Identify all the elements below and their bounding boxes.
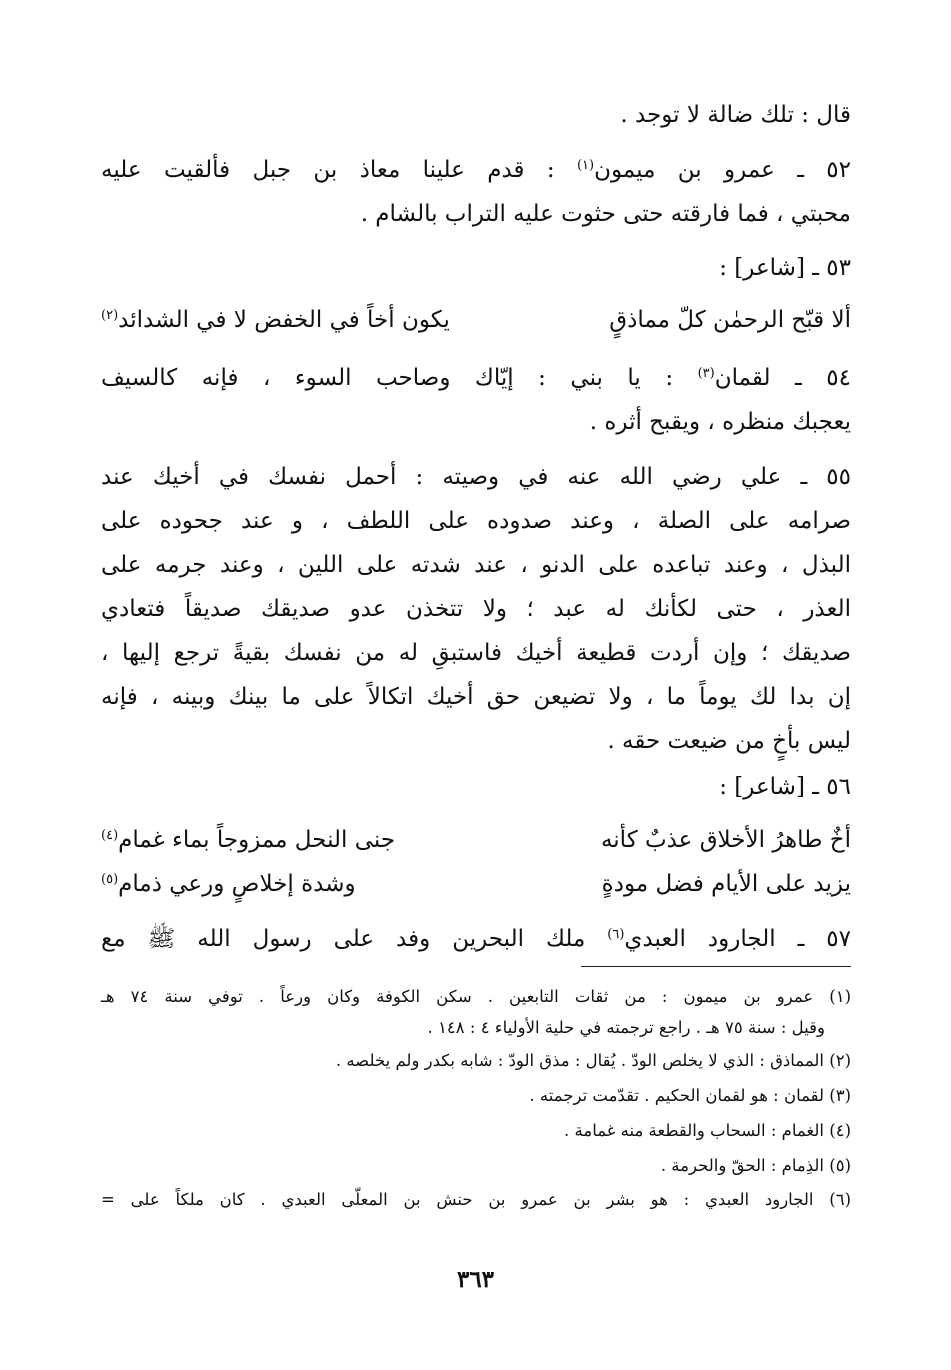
footnote-5: (٥) الذِمام : الحقّ والحرمة . xyxy=(660,1156,851,1175)
verse-3 xyxy=(101,862,851,906)
item-55-line-6: إن بدا لك يوماً ما ، ولا تضيعن حق أخيك اتكالاً على ما بينك وبينه ، فإنه xyxy=(101,684,851,710)
item-55-line-4: العذر ، حتى لكأنك له عبد ؛ ولا تتخذن عدو صديقك صديقاً فتعادي xyxy=(101,596,851,622)
footnote-ref-1[interactable]: (١) xyxy=(576,158,595,173)
item-53-heading: ٥٣ ـ [شاعر] : xyxy=(719,255,851,281)
item-55-line-3: البذل ، وعند تباعده على الدنو ، عند شدته على اللين ، وعند جرمه على xyxy=(101,552,851,578)
item-54-text: : يا بني : إيّاك وصاحب السوء ، فإنه كالسيف xyxy=(101,365,698,391)
verse-2-second-text: جنى النحل ممزوجاً بماء غمام xyxy=(118,827,396,853)
item-57-text: ملك البحرين وفد على رسول الله ﷺ مع xyxy=(101,926,608,952)
verse-3-first-hemistich: يزيد على الأيام فضل مودةٍ xyxy=(601,871,851,897)
footnote-ref-3[interactable]: (٣) xyxy=(697,366,715,381)
item-55-line-7: ليس بأخٍ من ضيعت حقه . xyxy=(607,728,851,754)
footnote-2: (٢) المماذق : الذي لا يخلص الودّ . يُقال : مذق الودّ : شابه بكدر ولم يخلصه . xyxy=(335,1051,851,1070)
footnote-1-line-2: وقيل : سنة ٧٥ هـ . راجع ترجمته في حلية الأولياء ٤ : ١٤٨ . xyxy=(427,1018,825,1037)
verse-3-second-hemistich xyxy=(101,862,356,906)
item-54-line-1 xyxy=(101,356,851,400)
item-55-line-1: ٥٥ ـ علي رضي الله عنه في وصيته : أحمل نفسك في أخيك عند xyxy=(101,464,851,490)
item-54-author: ٥٤ ـ لقمان xyxy=(714,365,851,391)
item-52-text: : قدم علينا معاذ بن جبل فألقيت عليه xyxy=(101,157,577,183)
verse-2-first-hemistich: أخٌ طاهرُ الأخلاق عذبٌ كأنه xyxy=(600,827,851,853)
verse-1 xyxy=(101,298,851,342)
footnote-1-line-1: (١) عمرو بن ميمون : من ثقات التابعين . سكن الكوفة وكان ورعاً . توفي سنة ٧٤ هـ xyxy=(101,987,852,1006)
verse-1-first-hemistich: ألا قبّح الرحمٰن كلّ مماذقٍ xyxy=(609,307,851,333)
verse-3-second-text: وشدة إخلاصٍ ورعي ذمام xyxy=(118,871,356,897)
footnote-6: (٦) الجارود العبدي : هو بشر بن عمرو بن حنش بن المعلّى العبدي . كان ملكاً على = xyxy=(101,1190,851,1209)
item-56-heading: ٥٦ ـ [شاعر] : xyxy=(719,774,851,800)
item-55-line-5: صديقك ؛ وإن أردت قطيعة أخيك فاستبقِ له من نفسك بقيةً ترجع إليها ، xyxy=(101,640,851,666)
page-number: ٣٦٣ xyxy=(456,1266,495,1293)
footnote-3: (٣) لقمان : هو لقمان الحكيم . تقدّمت ترجمته . xyxy=(529,1086,851,1105)
verse-2-second-hemistich xyxy=(101,818,395,862)
text-line-1: قال : تلك ضالة لا توجد . xyxy=(620,102,851,128)
item-57-author: ٥٧ ـ الجارود العبدي xyxy=(624,926,852,952)
item-52-author: ٥٢ ـ عمرو بن ميمون xyxy=(594,157,851,183)
item-55-line-2: صرامه على الصلة ، وعند صدوده على اللطف ، و عند جحوده على xyxy=(101,508,851,534)
footnote-ref-6[interactable]: (٦) xyxy=(607,927,625,942)
item-57-line-1 xyxy=(101,917,851,961)
verse-1-second-text: يكون أخاً في الخفض لا في الشدائد xyxy=(118,307,450,333)
item-52-line-2: محبتي ، فما فارقته حتى حثوت عليه التراب بالشام . xyxy=(360,201,851,227)
item-54-line-2: يعجبك منظره ، ويقبح أثره . xyxy=(589,409,851,435)
footnote-separator xyxy=(581,966,851,967)
footnote-4: (٤) الغمام : السحاب والقطعة منه غمامة . xyxy=(564,1121,851,1140)
footnote-ref-5[interactable]: (٥) xyxy=(101,872,119,887)
footnote-ref-2[interactable]: (٢) xyxy=(101,308,119,323)
verse-1-second-hemistich xyxy=(101,298,450,342)
item-52-line-1 xyxy=(101,148,851,192)
verse-2 xyxy=(101,818,851,862)
footnote-ref-4[interactable]: (٤) xyxy=(101,828,119,843)
